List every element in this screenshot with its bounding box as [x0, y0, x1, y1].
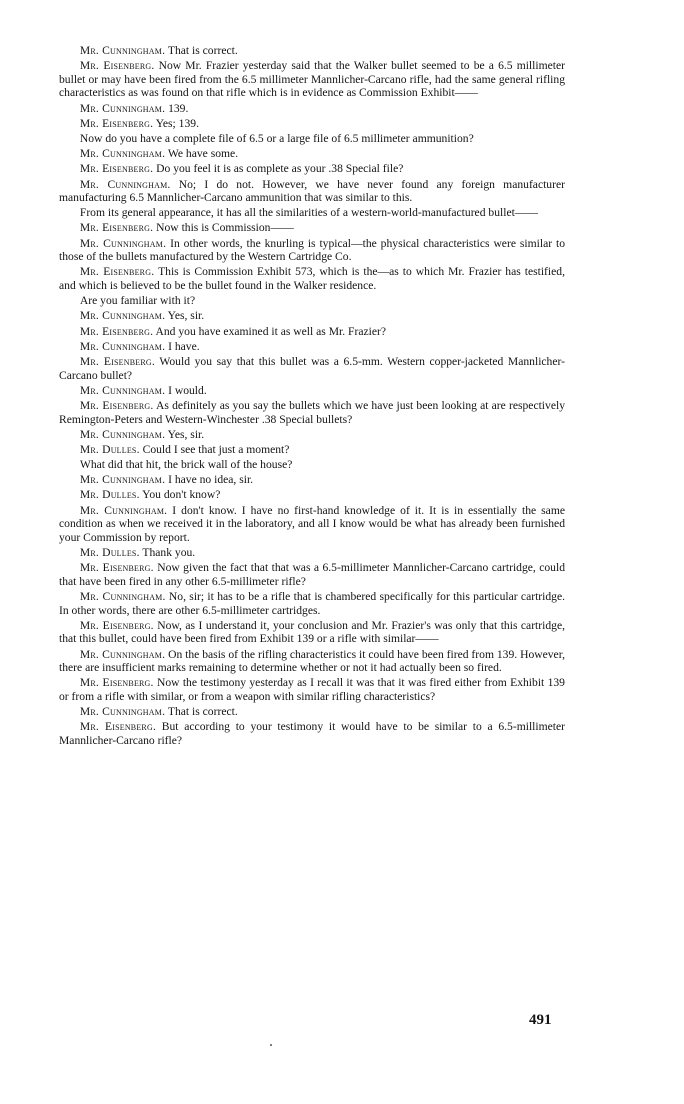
speaker-name: Mr. Eisenberg. [79, 324, 154, 338]
speaker-name: Mr. Cunningham. [79, 705, 166, 719]
testimony-paragraph [59, 546, 565, 560]
testimony-paragraph [59, 619, 565, 646]
paragraph-text: From its general appearance, it has all the similarities of a western-world-manufactured bullet—— [79, 206, 538, 220]
paragraph-text: Now do you have a complete file of 6.5 or a large file of 6.5 millimeter ammunition? [79, 131, 474, 145]
paragraph-text: As definitely as you say the bullets which we have just been looking at are respectively Remington-Peters and Western-Winchester .38 Special bullets? [59, 398, 565, 426]
speaker-name: Mr. Eisenberg. [79, 618, 154, 632]
scan-speck [270, 1044, 272, 1046]
paragraph-text: Yes, sir. [167, 427, 205, 441]
testimony-paragraph [59, 162, 565, 176]
page-number: 491 [529, 1012, 552, 1028]
testimony-text [59, 44, 565, 749]
speaker-name: Mr. Eisenberg. [79, 398, 154, 412]
speaker-name: Mr. Cunningham. [79, 44, 166, 57]
testimony-paragraph [59, 102, 565, 116]
testimony-paragraph [59, 309, 565, 323]
paragraph-text: And you have examined it as well as Mr. Frazier? [155, 324, 387, 338]
testimony-paragraph [59, 590, 565, 617]
testimony-paragraph [59, 488, 565, 502]
testimony-paragraph [59, 399, 565, 426]
testimony-paragraph [59, 237, 565, 264]
paragraph-text: This is Commission Exhibit 573, which is the—as to which Mr. Frazier has testified, and which is believed to be the bullet found in the Walker residence. [59, 265, 565, 293]
testimony-paragraph [59, 178, 565, 205]
speaker-name: Mr. Dulles. [79, 488, 140, 502]
paragraph-text: But according to your testimony it would have to be similar to a 6.5-millimeter Mannlicher-Carcano rifle? [59, 720, 565, 747]
testimony-paragraph [59, 117, 565, 131]
paragraph-text: I have no idea, sir. [168, 473, 254, 487]
speaker-name: Mr. Cunningham. [79, 473, 166, 487]
testimony-paragraph [59, 132, 565, 146]
paragraph-text: Could I see that just a moment? [142, 442, 290, 456]
paragraph-text: Yes, sir. [167, 309, 205, 323]
testimony-paragraph [59, 720, 565, 747]
speaker-name: Mr. Eisenberg. [79, 720, 157, 734]
paragraph-text: Now Mr. Frazier yesterday said that the Walker bullet seemed to be a 6.5 millimeter bullet or may have been fired from the 6.5 millimeter Mannlicher-Carcano rifle, had the same general rifling characteristics as was found on that rifle which is in evidence as Commission Exhibit—— [59, 59, 565, 100]
testimony-paragraph [59, 340, 565, 354]
testimony-paragraph [59, 325, 565, 339]
paragraph-text: Are you familiar with it? [79, 294, 196, 308]
speaker-name: Mr. Cunningham. [79, 309, 166, 323]
paragraph-text: That is correct. [167, 44, 238, 57]
speaker-name: Mr. Cunningham. [79, 383, 166, 397]
paragraph-text: 139. [168, 101, 189, 115]
speaker-name: Mr. Eisenberg. [79, 265, 155, 279]
testimony-paragraph [59, 384, 565, 398]
paragraph-text: We have some. [167, 147, 239, 161]
testimony-paragraph [59, 458, 565, 472]
paragraph-text: You don't know? [142, 488, 221, 502]
testimony-paragraph [59, 59, 565, 100]
paragraph-text: What did that hit, the brick wall of the house? [79, 458, 293, 472]
testimony-paragraph [59, 294, 565, 308]
paragraph-text: Would you say that this bullet was a 6.5-mm. Western copper-jacketed Mannlicher-Carcano bullet? [59, 354, 565, 382]
speaker-name: Mr. Eisenberg. [79, 676, 154, 690]
paragraph-text: No, sir; it has to be a rifle that is chambered specifically for this particular cartridge. In other words, there are other 6.5-millimeter cartridges. [59, 590, 566, 617]
speaker-name: Mr. Cunningham. [79, 101, 166, 115]
speaker-name: Mr. Cunningham. [79, 590, 166, 603]
paragraph-text: No; I do not. However, we have never found any foreign manufacturer manufacturing 6.5 Mannlicher-Carcano ammunition that was similar to this. [59, 177, 565, 205]
speaker-name: Mr. Eisenberg. [79, 116, 154, 130]
paragraph-text: I don't know. I have no first-hand knowledge of it. It is in essentially the same condition as when we received it in the laboratory, and all I know would be what has already been furnished your Commission by report. [59, 503, 565, 544]
testimony-paragraph [59, 705, 565, 719]
testimony-paragraph [59, 443, 565, 457]
paragraph-text: Now this is Commission—— [156, 221, 294, 235]
speaker-name: Mr. Eisenberg. [79, 354, 155, 368]
speaker-name: Mr. Eisenberg. [79, 221, 154, 235]
speaker-name: Mr. Dulles. [79, 546, 140, 560]
speaker-name: Mr. Dulles. [79, 442, 140, 456]
testimony-paragraph [59, 206, 565, 220]
speaker-name: Mr. Cunningham. [79, 503, 168, 517]
testimony-paragraph [59, 265, 565, 292]
paragraph-text: Yes; 139. [155, 116, 199, 130]
paragraph-text: Now given the fact that that was a 6.5-millimeter Mannlicher-Carcano cartridge, could that have been fired in any other 6.5-millimeter rifle? [59, 561, 565, 588]
testimony-paragraph [59, 147, 565, 161]
speaker-name: Mr. Eisenberg. [79, 561, 154, 575]
paragraph-text: That is correct. [167, 705, 238, 719]
speaker-name: Mr. Eisenberg. [79, 162, 154, 176]
paragraph-text: I have. [168, 339, 200, 353]
paragraph-text: Now, as I understand it, your conclusion and Mr. Frazier's was only that this cartridge, that this bullet, could have been fired from Exhibit 139 or a rifle with similar—— [59, 618, 566, 646]
speaker-name: Mr. Cunningham. [79, 177, 171, 191]
speaker-name: Mr. Cunningham. [79, 236, 167, 250]
speaker-name: Mr. Cunningham. [79, 427, 166, 441]
paragraph-text: In other words, the knurling is typical—the physical characteristics were similar to those of the bullets manufactured by the Western Cartridge Co. [59, 236, 565, 264]
paragraph-text: Thank you. [142, 546, 196, 560]
testimony-paragraph [59, 221, 565, 235]
testimony-paragraph [59, 355, 565, 382]
testimony-paragraph [59, 473, 565, 487]
testimony-paragraph [59, 428, 565, 442]
speaker-name: Mr. Cunningham. [79, 147, 166, 161]
testimony-paragraph [59, 648, 565, 675]
paragraph-text: I would. [168, 383, 207, 397]
paragraph-text: Do you feel it is as complete as your .38 Special file? [156, 162, 404, 176]
testimony-paragraph [59, 676, 565, 703]
paragraph-text: On the basis of the rifling characteristics it could have been fired from 139. However, there are insufficient marks remaining to determine whether or not it had actually been so fired. [59, 647, 565, 675]
testimony-paragraph [59, 44, 565, 58]
speaker-name: Mr. Cunningham. [79, 339, 166, 353]
speaker-name: Mr. Eisenberg. [79, 59, 155, 73]
testimony-paragraph [59, 504, 565, 545]
paragraph-text: Now the testimony yesterday as I recall it was that it was fired either from Exhibit 139 or from a rifle with similar, or from a weapon with similar rifling characteristics? [59, 676, 565, 703]
testimony-paragraph [59, 561, 565, 588]
speaker-name: Mr. Cunningham. [79, 647, 166, 661]
